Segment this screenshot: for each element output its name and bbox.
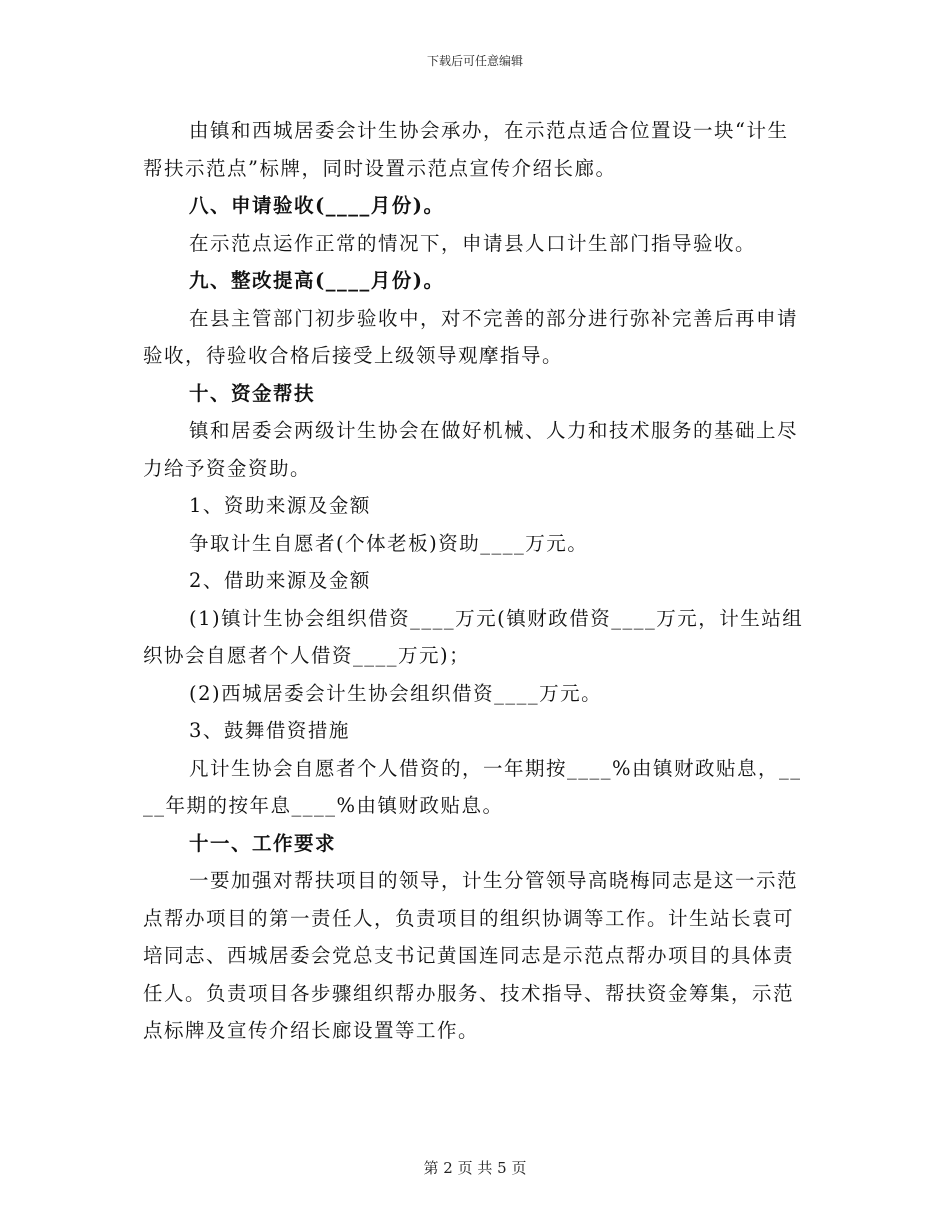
- heading-section-10: 十、资金帮扶: [189, 381, 316, 405]
- heading-section-9: 九、整改提高(____月份)。: [189, 269, 445, 292]
- subheading-loan-source: 2、借助来源及金额: [189, 569, 371, 592]
- page-number: 第 2 页 共 5 页: [423, 1159, 527, 1177]
- page-header-note: 下载后可任意编辑: [426, 54, 523, 68]
- paragraph-acceptance: 在示范点运作正常的情况下，申请县人口计生部门指导验收。: [189, 231, 757, 255]
- subheading-loan-measures: 3、鼓舞借资措施: [189, 719, 350, 742]
- subheading-funding-source: 1、资助来源及金额: [189, 494, 371, 517]
- paragraph-volunteer-funding: 争取计生自愿者(个体老板)资助____万元。: [189, 531, 589, 555]
- document-body: [143, 112, 808, 1050]
- paragraph-loan-item-2: (2)西城居委会计生协会组织借资____万元。: [189, 681, 603, 705]
- paragraph-loan-item-1: (1)镇计生协会组织借资____万元(镇财政借资____万元，计生站组织协会自愿者个人借资____万元)；: [143, 606, 804, 667]
- heading-section-11: 十一、工作要求: [189, 831, 337, 855]
- heading-section-8: 八、申请验收(____月份)。: [189, 194, 445, 217]
- paragraph-funding-support: 镇和居委会两级计生协会在做好机械、人力和技术服务的基础上尽力给予资金资助。: [143, 419, 799, 480]
- paragraph-signage: 由镇和西城居委会计生协会承办，在示范点适合位置设一块“计生帮扶示范点”标牌，同时设置示范点宣传介绍长廊。: [143, 119, 789, 180]
- paragraph-work-requirements: 一要加强对帮扶项目的领导，计生分管领导高晓梅同志是这一示范点帮办项目的第一责任人，负责项目的组织协调等工作。计生站长袁可培同志、西城居委会党总支书记黄国连同志是示范点帮办项目的具体责任人。负责项目各步骤组织帮办服务、技术指导、帮扶资金筹集，示范点标牌及宣传介绍长廊设置等工作。: [143, 869, 799, 1042]
- paragraph-rectification: 在县主管部门初步验收中，对不完善的部分进行弥补完善后再申请验收，待验收合格后接受上级领导观摩指导。: [143, 306, 799, 367]
- paragraph-interest-subsidy: 凡计生协会自愿者个人借资的，一年期按____%由镇财政贴息，____年期的按年息____%由镇财政贴息。: [143, 756, 802, 817]
